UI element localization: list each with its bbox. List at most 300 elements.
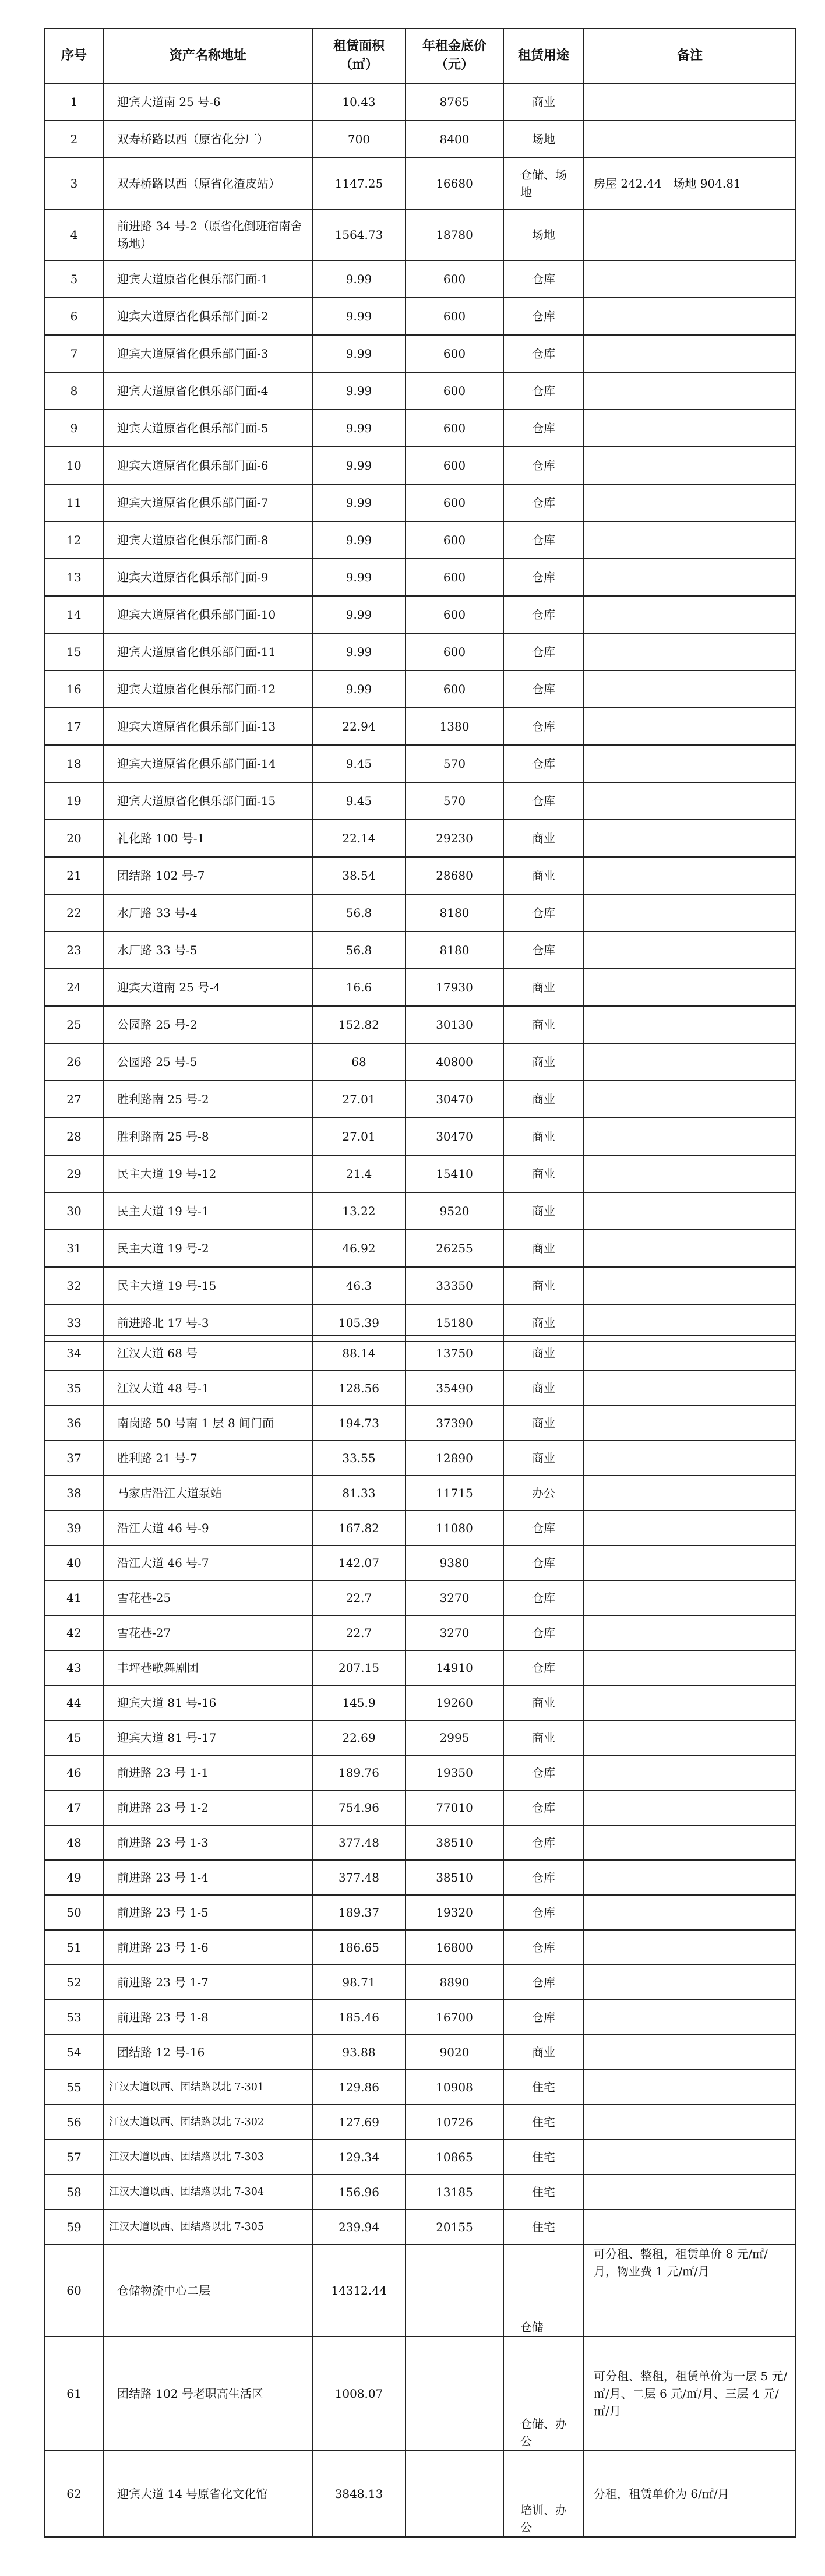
cell-price: 26255 bbox=[406, 1230, 503, 1267]
cell-index: 8 bbox=[44, 372, 104, 410]
cell-price: 600 bbox=[406, 521, 503, 559]
cell-index: 35 bbox=[44, 1371, 104, 1406]
cell-use: 商业 bbox=[503, 820, 584, 857]
cell-area: 46.3 bbox=[312, 1267, 406, 1304]
table-row bbox=[44, 820, 796, 857]
cell-index: 30 bbox=[44, 1192, 104, 1230]
cell-area: 98.71 bbox=[312, 1965, 406, 2000]
table-row bbox=[44, 745, 796, 782]
cell-area: 700 bbox=[312, 121, 406, 158]
cell-index: 22 bbox=[44, 894, 104, 931]
cell-name: 迎宾大道原省化俱乐部门面-1 bbox=[104, 260, 312, 298]
cell-name: 迎宾大道 81 号-17 bbox=[104, 1720, 312, 1755]
cell-name: 迎宾大道原省化俱乐部门面-5 bbox=[104, 410, 312, 447]
cell-area: 207.15 bbox=[312, 1650, 406, 1685]
table-row bbox=[44, 2140, 796, 2175]
cell-note bbox=[584, 2035, 796, 2070]
cell-area: 167.82 bbox=[312, 1511, 406, 1545]
cell-index: 62 bbox=[44, 2451, 104, 2537]
cell-index: 9 bbox=[44, 410, 104, 447]
cell-area: 93.88 bbox=[312, 2035, 406, 2070]
table-row bbox=[44, 1230, 796, 1267]
cell-index: 42 bbox=[44, 1615, 104, 1650]
cell-use: 仓库 bbox=[503, 298, 584, 335]
cell-area: 239.94 bbox=[312, 2210, 406, 2245]
cell-name: 民主大道 19 号-1 bbox=[104, 1192, 312, 1230]
cell-index: 53 bbox=[44, 2000, 104, 2035]
cell-use: 商业 bbox=[503, 1006, 584, 1043]
cell-area: 142.07 bbox=[312, 1545, 406, 1580]
cell-index: 47 bbox=[44, 1790, 104, 1825]
cell-note bbox=[584, 1685, 796, 1720]
cell-index: 38 bbox=[44, 1476, 104, 1511]
cell-price: 18780 bbox=[406, 209, 503, 260]
cell-price: 570 bbox=[406, 782, 503, 820]
cell-price: 600 bbox=[406, 447, 503, 484]
cell-use: 仓库 bbox=[503, 1615, 584, 1650]
cell-price: 12890 bbox=[406, 1441, 503, 1476]
cell-price: 38510 bbox=[406, 1825, 503, 1860]
cell-index: 10 bbox=[44, 447, 104, 484]
cell-index: 7 bbox=[44, 335, 104, 372]
cell-note bbox=[584, 1755, 796, 1790]
cell-name: 公园路 25 号-5 bbox=[104, 1043, 312, 1081]
table-row bbox=[44, 1685, 796, 1720]
cell-note bbox=[584, 708, 796, 745]
cell-note bbox=[584, 1720, 796, 1755]
cell-index: 11 bbox=[44, 484, 104, 521]
cell-name: 迎宾大道原省化俱乐部门面-4 bbox=[104, 372, 312, 410]
cell-name: 迎宾大道原省化俱乐部门面-6 bbox=[104, 447, 312, 484]
cell-area: 22.14 bbox=[312, 820, 406, 857]
cell-price: 8890 bbox=[406, 1965, 503, 2000]
table-row bbox=[44, 633, 796, 671]
table-row bbox=[44, 2175, 796, 2210]
cell-area: 9.99 bbox=[312, 484, 406, 521]
cell-name: 团结路 102 号-7 bbox=[104, 857, 312, 894]
cell-price: 10865 bbox=[406, 2140, 503, 2175]
cell-index: 33 bbox=[44, 1304, 104, 1342]
table-row bbox=[44, 1155, 796, 1192]
table-row bbox=[44, 596, 796, 633]
cell-area: 1564.73 bbox=[312, 209, 406, 260]
cell-use: 商业 bbox=[503, 1267, 584, 1304]
cell-area: 16.6 bbox=[312, 969, 406, 1006]
cell-use: 商业 bbox=[503, 1685, 584, 1720]
cell-note bbox=[584, 1580, 796, 1615]
cell-index: 6 bbox=[44, 298, 104, 335]
cell-note bbox=[584, 596, 796, 633]
cell-note bbox=[584, 447, 796, 484]
cell-price: 13185 bbox=[406, 2175, 503, 2210]
cell-price: 15180 bbox=[406, 1304, 503, 1342]
table-row bbox=[44, 1615, 796, 1650]
cell-note bbox=[584, 1155, 796, 1192]
header-area: 租赁面积 （㎡） bbox=[312, 29, 406, 83]
cell-index: 52 bbox=[44, 1965, 104, 2000]
cell-area: 3848.13 bbox=[312, 2451, 406, 2537]
cell-index: 20 bbox=[44, 820, 104, 857]
cell-area: 9.45 bbox=[312, 782, 406, 820]
cell-note bbox=[584, 335, 796, 372]
cell-use: 场地 bbox=[503, 209, 584, 260]
cell-price: 600 bbox=[406, 633, 503, 671]
cell-note bbox=[584, 1267, 796, 1304]
cell-note bbox=[584, 1476, 796, 1511]
table-row bbox=[44, 1511, 796, 1545]
cell-use: 仓储 bbox=[503, 2245, 584, 2337]
cell-index: 61 bbox=[44, 2337, 104, 2451]
cell-name: 前进路 23 号 1-6 bbox=[104, 1930, 312, 1965]
cell-name: 前进路北 17 号-3 bbox=[104, 1304, 312, 1342]
cell-name: 江汉大道以西、团结路以北 7-304 bbox=[104, 2175, 312, 2210]
cell-name: 团结路 12 号-16 bbox=[104, 2035, 312, 2070]
table-row bbox=[44, 2035, 796, 2070]
cell-note bbox=[584, 1615, 796, 1650]
cell-note bbox=[584, 260, 796, 298]
table-row bbox=[44, 1895, 796, 1930]
table-row bbox=[44, 335, 796, 372]
cell-name: 迎宾大道原省化俱乐部门面-8 bbox=[104, 521, 312, 559]
table-row bbox=[44, 2070, 796, 2105]
cell-note bbox=[584, 1006, 796, 1043]
cell-note bbox=[584, 1192, 796, 1230]
table-row bbox=[44, 931, 796, 969]
cell-note bbox=[584, 969, 796, 1006]
table-row bbox=[44, 1118, 796, 1155]
cell-note bbox=[584, 1825, 796, 1860]
cell-index: 23 bbox=[44, 931, 104, 969]
cell-price: 77010 bbox=[406, 1790, 503, 1825]
cell-price: 30470 bbox=[406, 1118, 503, 1155]
table-row bbox=[44, 1755, 796, 1790]
cell-note bbox=[584, 2210, 796, 2245]
cell-area: 129.86 bbox=[312, 2070, 406, 2105]
cell-name: 水厂路 33 号-5 bbox=[104, 931, 312, 969]
table-row bbox=[44, 1006, 796, 1043]
table-row bbox=[44, 484, 796, 521]
cell-name: 迎宾大道 14 号原省化文化馆 bbox=[104, 2451, 312, 2537]
cell-name: 团结路 102 号老职高生活区 bbox=[104, 2337, 312, 2451]
cell-use: 商业 bbox=[503, 1118, 584, 1155]
cell-price: 1380 bbox=[406, 708, 503, 745]
cell-price: 15410 bbox=[406, 1155, 503, 1192]
cell-price: 600 bbox=[406, 484, 503, 521]
rental-table-part1 bbox=[44, 28, 796, 1342]
cell-name: 江汉大道以西、团结路以北 7-303 bbox=[104, 2140, 312, 2175]
cell-note bbox=[584, 2175, 796, 2210]
cell-name: 丰坪巷歌舞剧团 bbox=[104, 1650, 312, 1685]
table-row bbox=[44, 1965, 796, 2000]
cell-index: 25 bbox=[44, 1006, 104, 1043]
cell-index: 49 bbox=[44, 1860, 104, 1895]
cell-note bbox=[584, 410, 796, 447]
cell-price: 37390 bbox=[406, 1406, 503, 1441]
table-row bbox=[44, 1860, 796, 1895]
table-row bbox=[44, 1192, 796, 1230]
cell-note bbox=[584, 745, 796, 782]
header-name: 资产名称地址 bbox=[104, 29, 312, 83]
cell-use: 商业 bbox=[503, 1304, 584, 1342]
cell-price: 30470 bbox=[406, 1081, 503, 1118]
cell-use: 商业 bbox=[503, 1043, 584, 1081]
cell-note bbox=[584, 209, 796, 260]
cell-index: 44 bbox=[44, 1685, 104, 1720]
cell-use: 仓库 bbox=[503, 1650, 584, 1685]
cell-price: 3270 bbox=[406, 1580, 503, 1615]
cell-area: 127.69 bbox=[312, 2105, 406, 2140]
cell-use: 商业 bbox=[503, 857, 584, 894]
cell-use: 商业 bbox=[503, 1230, 584, 1267]
table-row bbox=[44, 2210, 796, 2245]
cell-name: 迎宾大道南 25 号-4 bbox=[104, 969, 312, 1006]
cell-area: 145.9 bbox=[312, 1685, 406, 1720]
cell-index: 57 bbox=[44, 2140, 104, 2175]
table-row bbox=[44, 83, 796, 121]
cell-note bbox=[584, 1895, 796, 1930]
cell-price: 2995 bbox=[406, 1720, 503, 1755]
cell-use: 仓库 bbox=[503, 447, 584, 484]
cell-use: 仓库 bbox=[503, 1790, 584, 1825]
cell-area: 14312.44 bbox=[312, 2245, 406, 2337]
cell-use: 住宅 bbox=[503, 2070, 584, 2105]
cell-price: 20155 bbox=[406, 2210, 503, 2245]
cell-use: 仓库 bbox=[503, 1965, 584, 2000]
cell-note bbox=[584, 820, 796, 857]
cell-price: 11080 bbox=[406, 1511, 503, 1545]
cell-index: 12 bbox=[44, 521, 104, 559]
cell-name: 南岗路 50 号南 1 层 8 间门面 bbox=[104, 1406, 312, 1441]
cell-name: 前进路 23 号 1-7 bbox=[104, 1965, 312, 2000]
cell-area: 9.99 bbox=[312, 410, 406, 447]
cell-area: 10.43 bbox=[312, 83, 406, 121]
cell-index: 21 bbox=[44, 857, 104, 894]
cell-name: 迎宾大道南 25 号-6 bbox=[104, 83, 312, 121]
cell-area: 27.01 bbox=[312, 1081, 406, 1118]
cell-name: 前进路 23 号 1-5 bbox=[104, 1895, 312, 1930]
cell-use: 仓库 bbox=[503, 410, 584, 447]
table-row bbox=[44, 260, 796, 298]
cell-index: 5 bbox=[44, 260, 104, 298]
cell-index: 18 bbox=[44, 745, 104, 782]
cell-note bbox=[584, 2070, 796, 2105]
cell-area: 9.99 bbox=[312, 298, 406, 335]
cell-price: 600 bbox=[406, 559, 503, 596]
cell-use: 仓库 bbox=[503, 484, 584, 521]
cell-price: 8400 bbox=[406, 121, 503, 158]
header-price: 年租金底价 （元） bbox=[406, 29, 503, 83]
cell-price: 8180 bbox=[406, 894, 503, 931]
cell-use: 仓储、场地 bbox=[503, 158, 584, 209]
cell-price: 30130 bbox=[406, 1006, 503, 1043]
cell-area: 9.99 bbox=[312, 521, 406, 559]
cell-price: 29230 bbox=[406, 820, 503, 857]
cell-index: 45 bbox=[44, 1720, 104, 1755]
cell-use: 商业 bbox=[503, 1406, 584, 1441]
cell-price: 28680 bbox=[406, 857, 503, 894]
cell-name: 前进路 23 号 1-8 bbox=[104, 2000, 312, 2035]
cell-index: 34 bbox=[44, 1336, 104, 1371]
cell-note bbox=[584, 121, 796, 158]
table-row bbox=[44, 559, 796, 596]
cell-note bbox=[584, 1965, 796, 2000]
cell-price bbox=[406, 2451, 503, 2537]
cell-use: 仓库 bbox=[503, 633, 584, 671]
cell-index: 56 bbox=[44, 2105, 104, 2140]
cell-use: 商业 bbox=[503, 1720, 584, 1755]
cell-index: 37 bbox=[44, 1441, 104, 1476]
table-header-row bbox=[44, 29, 796, 83]
cell-note bbox=[584, 1790, 796, 1825]
cell-use: 仓库 bbox=[503, 1825, 584, 1860]
table-row bbox=[44, 1930, 796, 1965]
cell-note: 房屋 242.44 场地 904.81 bbox=[584, 158, 796, 209]
table-row bbox=[44, 158, 796, 209]
cell-name: 江汉大道以西、团结路以北 7-302 bbox=[104, 2105, 312, 2140]
cell-area: 9.99 bbox=[312, 633, 406, 671]
cell-name: 迎宾大道原省化俱乐部门面-13 bbox=[104, 708, 312, 745]
cell-use: 仓库 bbox=[503, 335, 584, 372]
cell-use: 仓库 bbox=[503, 1860, 584, 1895]
cell-use: 仓库 bbox=[503, 2000, 584, 2035]
table-row bbox=[44, 782, 796, 820]
cell-area: 81.33 bbox=[312, 1476, 406, 1511]
cell-area: 22.7 bbox=[312, 1615, 406, 1650]
cell-name: 前进路 23 号 1-4 bbox=[104, 1860, 312, 1895]
cell-name: 前进路 23 号 1-3 bbox=[104, 1825, 312, 1860]
cell-area: 1008.07 bbox=[312, 2337, 406, 2451]
cell-use: 商业 bbox=[503, 1441, 584, 1476]
cell-name: 迎宾大道原省化俱乐部门面-14 bbox=[104, 745, 312, 782]
cell-use: 住宅 bbox=[503, 2210, 584, 2245]
cell-name: 公园路 25 号-2 bbox=[104, 1006, 312, 1043]
cell-area: 754.96 bbox=[312, 1790, 406, 1825]
cell-area: 9.99 bbox=[312, 559, 406, 596]
cell-area: 194.73 bbox=[312, 1406, 406, 1441]
cell-index: 39 bbox=[44, 1511, 104, 1545]
cell-note bbox=[584, 2105, 796, 2140]
cell-price: 8765 bbox=[406, 83, 503, 121]
cell-price: 19320 bbox=[406, 1895, 503, 1930]
cell-note bbox=[584, 1441, 796, 1476]
cell-use: 仓库 bbox=[503, 559, 584, 596]
table-row bbox=[44, 2451, 796, 2537]
table-row bbox=[44, 1371, 796, 1406]
cell-price: 600 bbox=[406, 298, 503, 335]
cell-index: 29 bbox=[44, 1155, 104, 1192]
cell-name: 民主大道 19 号-12 bbox=[104, 1155, 312, 1192]
cell-use: 商业 bbox=[503, 1155, 584, 1192]
cell-area: 9.99 bbox=[312, 596, 406, 633]
cell-area: 22.7 bbox=[312, 1580, 406, 1615]
table-row bbox=[44, 1441, 796, 1476]
cell-use: 仓库 bbox=[503, 1930, 584, 1965]
cell-index: 36 bbox=[44, 1406, 104, 1441]
cell-name: 迎宾大道原省化俱乐部门面-10 bbox=[104, 596, 312, 633]
cell-price: 38510 bbox=[406, 1860, 503, 1895]
cell-name: 前进路 23 号 1-1 bbox=[104, 1755, 312, 1790]
cell-use: 商业 bbox=[503, 2035, 584, 2070]
cell-area: 9.45 bbox=[312, 745, 406, 782]
table-row bbox=[44, 1580, 796, 1615]
cell-area: 9.99 bbox=[312, 671, 406, 708]
cell-note bbox=[584, 857, 796, 894]
cell-use: 场地 bbox=[503, 121, 584, 158]
cell-price: 9380 bbox=[406, 1545, 503, 1580]
cell-use: 仓库 bbox=[503, 372, 584, 410]
cell-area: 1147.25 bbox=[312, 158, 406, 209]
cell-price: 10726 bbox=[406, 2105, 503, 2140]
cell-area: 186.65 bbox=[312, 1930, 406, 1965]
cell-use: 商业 bbox=[503, 83, 584, 121]
table-row bbox=[44, 372, 796, 410]
cell-use: 商业 bbox=[503, 1081, 584, 1118]
cell-price bbox=[406, 2337, 503, 2451]
cell-index: 31 bbox=[44, 1230, 104, 1267]
cell-index: 14 bbox=[44, 596, 104, 633]
cell-name: 胜利路 21 号-7 bbox=[104, 1441, 312, 1476]
cell-note bbox=[584, 372, 796, 410]
cell-area: 152.82 bbox=[312, 1006, 406, 1043]
cell-note bbox=[584, 484, 796, 521]
cell-index: 40 bbox=[44, 1545, 104, 1580]
cell-index: 3 bbox=[44, 158, 104, 209]
cell-area: 13.22 bbox=[312, 1192, 406, 1230]
table-row bbox=[44, 521, 796, 559]
cell-use: 办公 bbox=[503, 1476, 584, 1511]
cell-index: 2 bbox=[44, 121, 104, 158]
cell-area: 38.54 bbox=[312, 857, 406, 894]
cell-area: 88.14 bbox=[312, 1336, 406, 1371]
cell-price: 3270 bbox=[406, 1615, 503, 1650]
cell-area: 377.48 bbox=[312, 1860, 406, 1895]
cell-index: 4 bbox=[44, 209, 104, 260]
cell-note bbox=[584, 1230, 796, 1267]
cell-index: 15 bbox=[44, 633, 104, 671]
cell-note bbox=[584, 1043, 796, 1081]
cell-price: 16680 bbox=[406, 158, 503, 209]
cell-index: 27 bbox=[44, 1081, 104, 1118]
cell-area: 9.99 bbox=[312, 372, 406, 410]
cell-name: 双寿桥路以西（原省化渣皮站） bbox=[104, 158, 312, 209]
cell-use: 商业 bbox=[503, 1371, 584, 1406]
table-row bbox=[44, 1545, 796, 1580]
cell-index: 46 bbox=[44, 1755, 104, 1790]
table-row bbox=[44, 209, 796, 260]
cell-price: 600 bbox=[406, 596, 503, 633]
cell-name: 双寿桥路以西（原省化分厂） bbox=[104, 121, 312, 158]
cell-note: 可分租、整租，租赁单价 8 元/㎡/月，物业费 1 元/㎡/月 bbox=[584, 2245, 796, 2337]
cell-use: 仓库 bbox=[503, 1580, 584, 1615]
cell-use: 仓库 bbox=[503, 1755, 584, 1790]
table-row bbox=[44, 671, 796, 708]
cell-use: 仓库 bbox=[503, 1895, 584, 1930]
cell-price: 19350 bbox=[406, 1755, 503, 1790]
cell-area: 156.96 bbox=[312, 2175, 406, 2210]
cell-name: 胜利路南 25 号-8 bbox=[104, 1118, 312, 1155]
cell-use: 商业 bbox=[503, 969, 584, 1006]
cell-area: 128.56 bbox=[312, 1371, 406, 1406]
cell-price: 9520 bbox=[406, 1192, 503, 1230]
cell-use: 住宅 bbox=[503, 2175, 584, 2210]
cell-index: 54 bbox=[44, 2035, 104, 2070]
cell-area: 9.99 bbox=[312, 447, 406, 484]
table-row bbox=[44, 2337, 796, 2451]
cell-name: 迎宾大道原省化俱乐部门面-9 bbox=[104, 559, 312, 596]
cell-index: 41 bbox=[44, 1580, 104, 1615]
cell-note bbox=[584, 633, 796, 671]
cell-note bbox=[584, 1081, 796, 1118]
